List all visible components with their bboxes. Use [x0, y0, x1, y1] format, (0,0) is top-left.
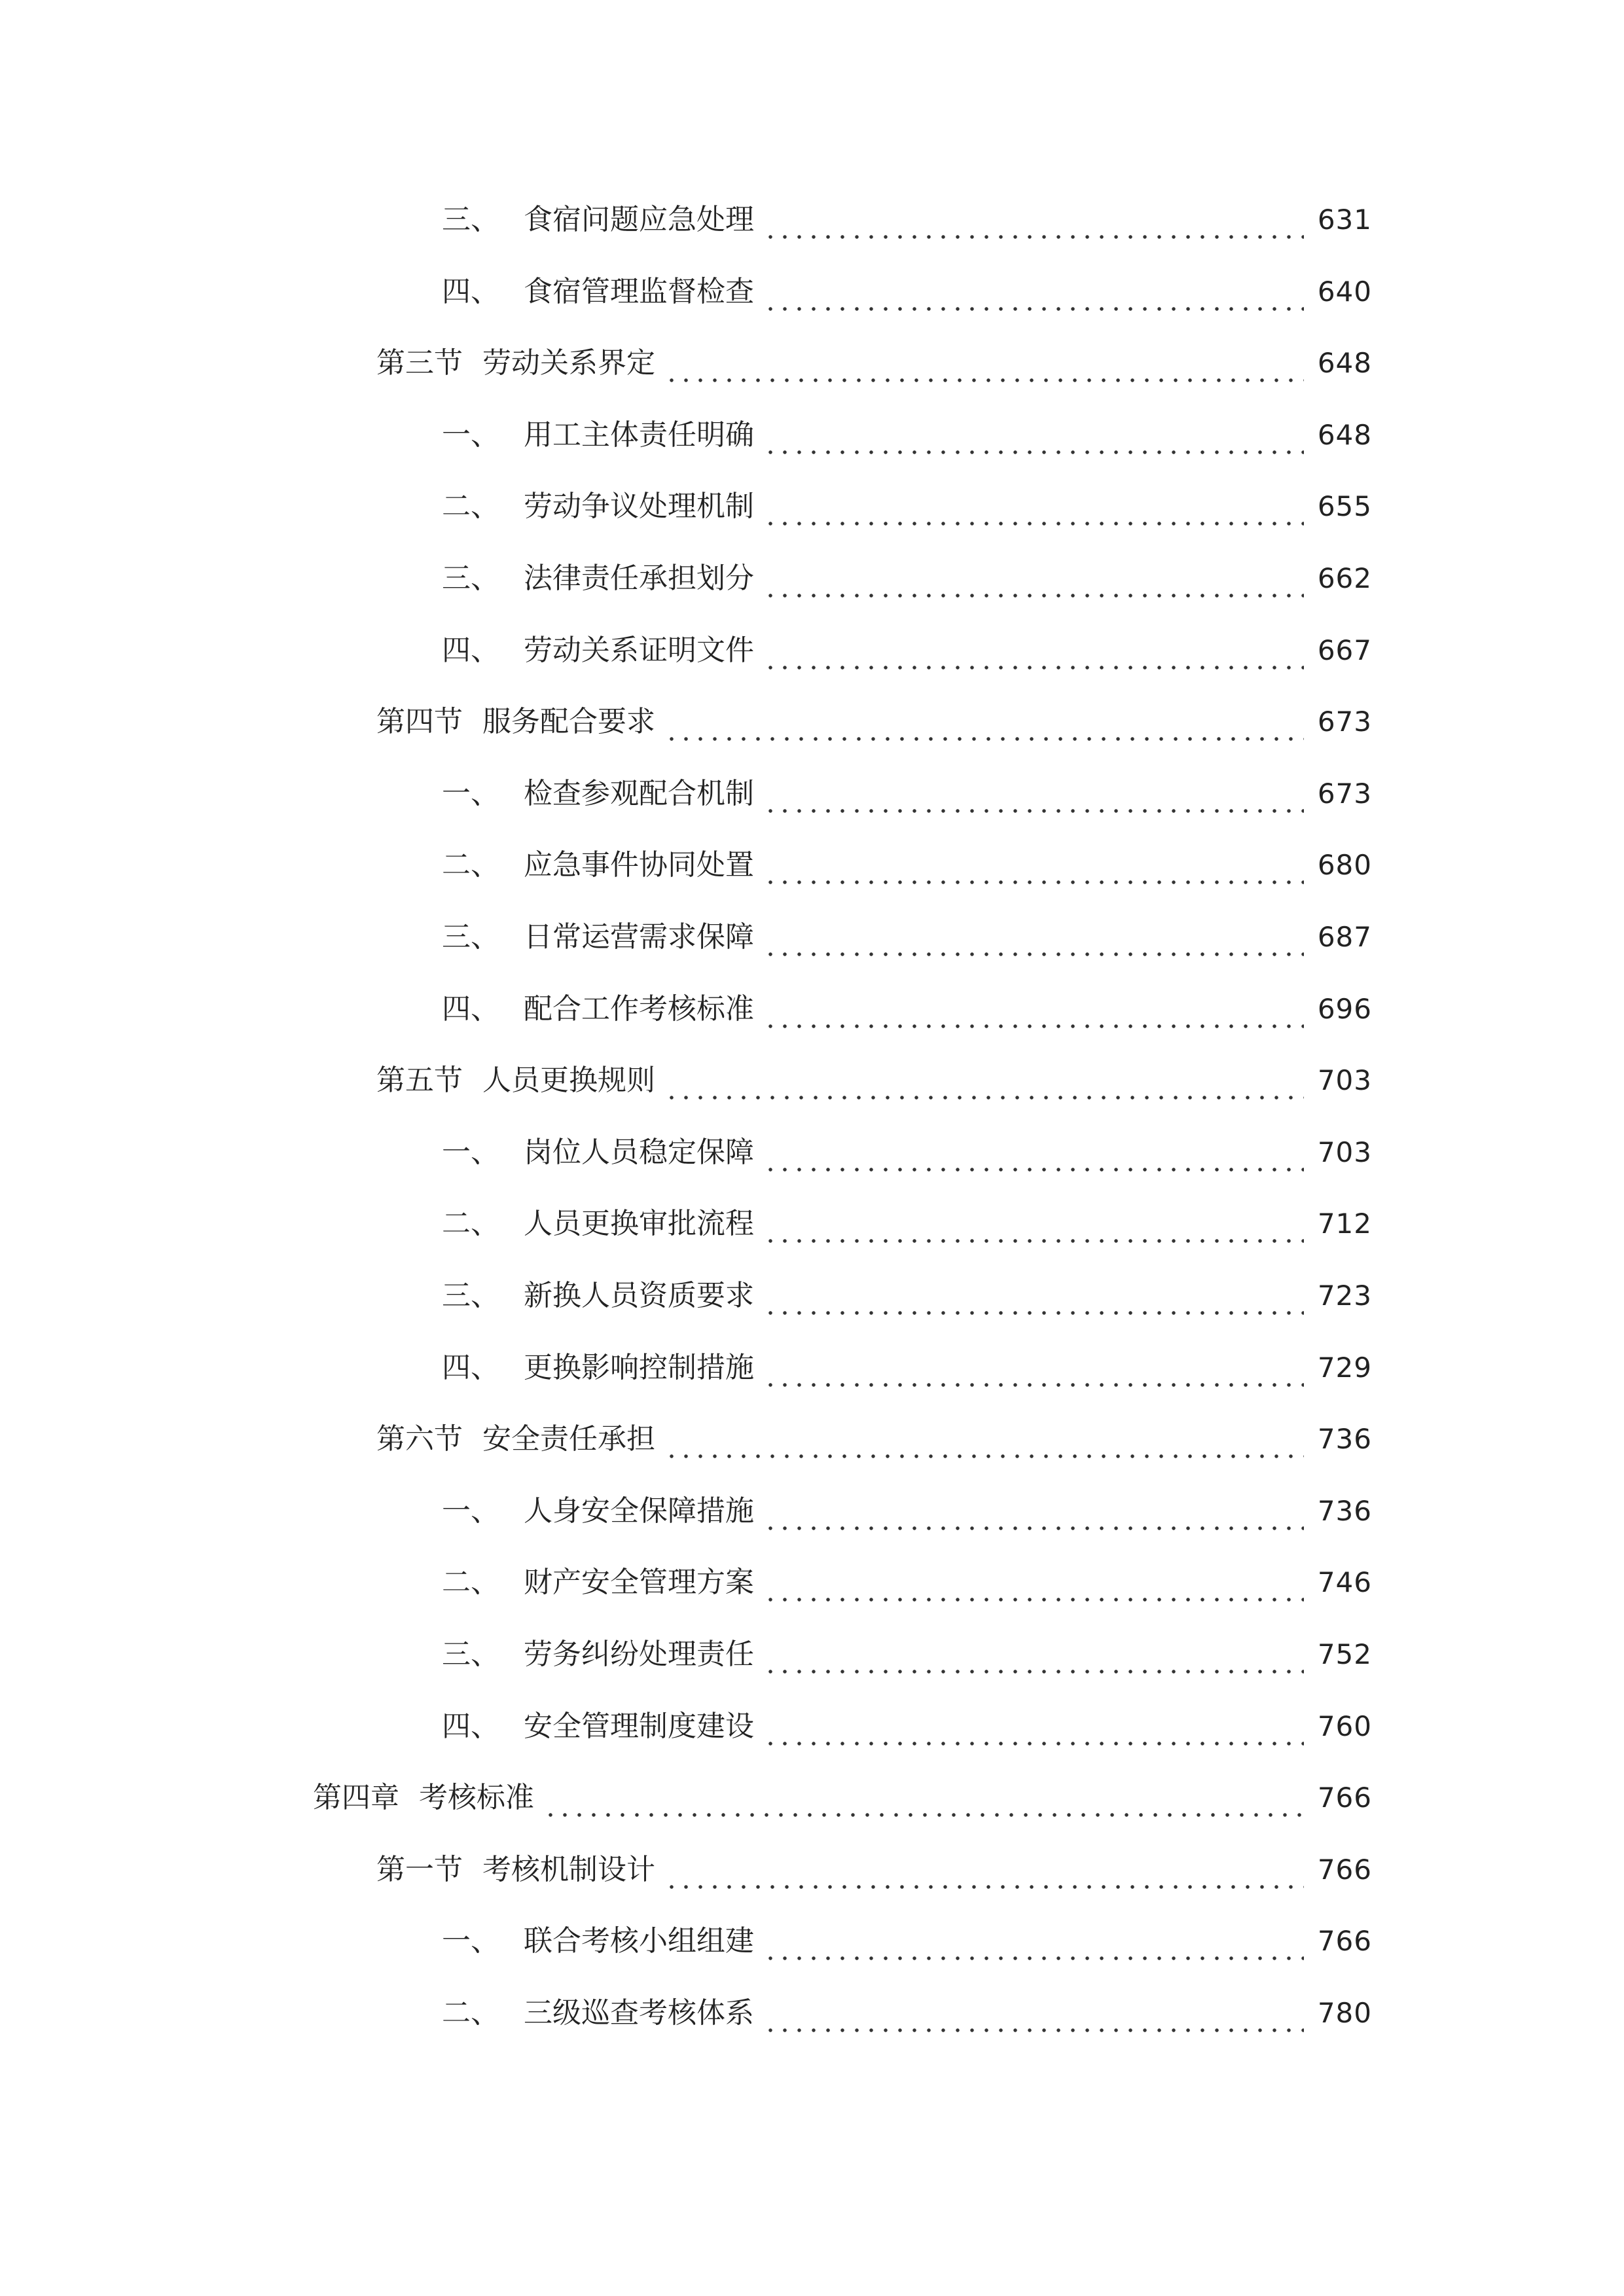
dot-leader	[763, 1198, 1304, 1250]
toc-entry-page-number: 736	[1317, 1423, 1372, 1456]
toc-entry-line	[442, 768, 1372, 820]
toc-entry-page-number: 680	[1317, 849, 1372, 882]
dot-leader	[763, 983, 1304, 1035]
toc-entry-line	[376, 1413, 1372, 1465]
toc-entry-page-number: 648	[1317, 418, 1372, 451]
toc-entry-item[interactable]	[0, 1198, 1624, 1250]
toc-entry-title: 考核标准	[419, 1781, 534, 1815]
toc-entry-title: 人员更换规则	[482, 1064, 655, 1098]
toc-entry-title: 食宿管理监督检查	[524, 274, 754, 308]
toc-entry-line	[442, 409, 1372, 461]
toc-entry-page-number: 729	[1317, 1351, 1372, 1384]
toc-entry-item[interactable]	[0, 194, 1624, 246]
dot-leader	[763, 1987, 1304, 2039]
toc-entry-number: 三、	[442, 203, 499, 236]
toc-entry-page-number: 648	[1317, 347, 1372, 380]
toc-entry-number: 二、	[442, 490, 499, 524]
toc-entry-number: 第四章	[313, 1781, 399, 1815]
toc-entry-section[interactable]	[0, 1844, 1624, 1896]
dot-leader	[763, 1126, 1304, 1179]
toc-entry-item[interactable]	[0, 1342, 1624, 1394]
toc-entry-number: 一、	[442, 418, 499, 452]
toc-entry-line	[442, 1485, 1372, 1537]
toc-entry-line	[442, 1126, 1372, 1179]
toc-entry-title: 食宿问题应急处理	[524, 203, 754, 236]
toc-entry-line	[442, 1198, 1372, 1250]
dot-leader	[763, 1342, 1304, 1394]
toc-entry-title: 劳务纠纷处理责任	[524, 1638, 754, 1671]
toc-entry-title: 劳动关系证明文件	[524, 633, 754, 667]
toc-entry-number: 三、	[442, 562, 499, 595]
toc-entry-item[interactable]	[0, 480, 1624, 533]
toc-entry-line	[376, 1844, 1372, 1896]
toc-entry-page-number: 766	[1317, 1782, 1372, 1814]
toc-entry-title: 安全管理制度建设	[524, 1709, 754, 1743]
toc-entry-title: 岗位人员稳定保障	[524, 1135, 754, 1169]
dot-leader	[664, 1844, 1304, 1896]
toc-entry-number: 一、	[442, 1494, 499, 1528]
toc-entry-title: 用工主体责任明确	[524, 418, 754, 452]
toc-entry-number: 二、	[442, 1996, 499, 2030]
dot-leader	[763, 1915, 1304, 1967]
toc-entry-page-number: 696	[1317, 992, 1372, 1025]
toc-entry-item[interactable]	[0, 1270, 1624, 1322]
toc-entry-line	[442, 1556, 1372, 1609]
toc-entry-number: 第六节	[376, 1422, 463, 1456]
toc-entry-number: 三、	[442, 1638, 499, 1671]
toc-entry-line	[313, 1772, 1372, 1824]
toc-entry-line	[442, 624, 1372, 677]
toc-entry-line	[376, 1054, 1372, 1107]
toc-entry-chapter[interactable]	[0, 1772, 1624, 1824]
toc-entry-page-number: 752	[1317, 1638, 1372, 1670]
toc-entry-line	[442, 911, 1372, 963]
dot-leader	[664, 337, 1304, 389]
toc-entry-title: 人员更换审批流程	[524, 1207, 754, 1241]
toc-entry-item[interactable]	[0, 1915, 1624, 1967]
toc-entry-number: 第四节	[376, 705, 463, 739]
toc-entry-page-number: 760	[1317, 1710, 1372, 1742]
toc-entry-page-number: 640	[1317, 275, 1372, 308]
toc-entry-number: 四、	[442, 1350, 499, 1384]
dot-leader	[763, 1270, 1304, 1322]
toc-entry-title: 日常运营需求保障	[524, 920, 754, 954]
toc-entry-page-number: 631	[1317, 204, 1372, 236]
toc-entry-line	[442, 839, 1372, 891]
toc-entry-title: 服务配合要求	[482, 705, 655, 739]
toc-entry-page-number: 703	[1317, 1064, 1372, 1097]
toc-entry-number: 四、	[442, 1709, 499, 1743]
toc-entry-section[interactable]	[0, 337, 1624, 389]
toc-entry-title: 人身安全保障措施	[524, 1494, 754, 1528]
toc-entry-line	[442, 194, 1372, 246]
toc-entry-item[interactable]	[0, 1628, 1624, 1681]
toc-entry-page-number: 655	[1317, 490, 1372, 523]
toc-entry-item[interactable]	[0, 552, 1624, 605]
toc-entry-title: 检查参观配合机制	[524, 776, 754, 810]
toc-entry-number: 三、	[442, 920, 499, 954]
toc-entry-title: 法律责任承担划分	[524, 562, 754, 595]
toc-entry-title: 新换人员资质要求	[524, 1279, 754, 1312]
toc-entry-line	[442, 1915, 1372, 1967]
toc-entry-number: 三、	[442, 1279, 499, 1312]
toc-entry-title: 考核机制设计	[482, 1852, 655, 1886]
toc-entry-item[interactable]	[0, 839, 1624, 891]
toc-entry-page-number: 766	[1317, 1853, 1372, 1886]
toc-entry-number: 四、	[442, 992, 499, 1026]
toc-entry-item[interactable]	[0, 1556, 1624, 1609]
toc-entry-line	[442, 552, 1372, 605]
toc-entry-section[interactable]	[0, 1413, 1624, 1465]
toc-entry-page-number: 766	[1317, 1925, 1372, 1958]
toc-entry-number: 一、	[442, 1924, 499, 1958]
toc-entry-line	[376, 337, 1372, 389]
toc-entry-line	[442, 1628, 1372, 1681]
toc-entry-title: 劳动关系界定	[482, 346, 655, 380]
dot-leader	[763, 624, 1304, 677]
toc-entry-number: 第五节	[376, 1064, 463, 1098]
toc-entry-page-number: 723	[1317, 1280, 1372, 1312]
toc-entry-number: 第一节	[376, 1852, 463, 1886]
toc-entry-item[interactable]	[0, 983, 1624, 1035]
toc-entry-title: 应急事件协同处置	[524, 848, 754, 882]
toc-entry-page-number: 687	[1317, 921, 1372, 953]
dot-leader	[763, 1628, 1304, 1681]
toc-entry-line	[442, 266, 1372, 318]
toc-entry-item[interactable]	[0, 1485, 1624, 1537]
toc-entry-page-number: 736	[1317, 1494, 1372, 1527]
toc-entry-title: 更换影响控制措施	[524, 1350, 754, 1384]
dot-leader	[543, 1772, 1304, 1824]
toc-entry-section[interactable]	[0, 696, 1624, 748]
toc-entry-page-number: 780	[1317, 1997, 1372, 2029]
dot-leader	[664, 1413, 1304, 1465]
toc-entry-number: 二、	[442, 1566, 499, 1600]
toc-entry-item[interactable]	[0, 1126, 1624, 1179]
dot-leader	[763, 768, 1304, 820]
dot-leader	[664, 696, 1304, 748]
toc-entry-item[interactable]	[0, 409, 1624, 461]
dot-leader	[763, 480, 1304, 533]
toc-entry-line	[442, 983, 1372, 1035]
toc-entry-page-number: 662	[1317, 562, 1372, 594]
toc-entry-number: 四、	[442, 274, 499, 308]
toc-entry-item[interactable]	[0, 911, 1624, 963]
toc-entry-line	[442, 1342, 1372, 1394]
dot-leader	[763, 552, 1304, 605]
toc-entry-number: 二、	[442, 1207, 499, 1241]
toc-entry-line	[442, 1270, 1372, 1322]
dot-leader	[664, 1054, 1304, 1107]
toc-entry-item[interactable]	[0, 624, 1624, 677]
dot-leader	[763, 911, 1304, 963]
toc-entry-page-number: 703	[1317, 1136, 1372, 1168]
toc-entry-page-number: 667	[1317, 634, 1372, 666]
toc-entry-item[interactable]	[0, 768, 1624, 820]
toc-entry-number: 一、	[442, 1135, 499, 1169]
toc-entry-line	[442, 1987, 1372, 2039]
toc-entry-number: 第三节	[376, 346, 463, 380]
toc-entry-number: 二、	[442, 848, 499, 882]
toc-entry-title: 财产安全管理方案	[524, 1566, 754, 1600]
dot-leader	[763, 839, 1304, 891]
toc-entry-line	[376, 696, 1372, 748]
toc-entry-line	[442, 480, 1372, 533]
toc-entry-number: 四、	[442, 633, 499, 667]
toc-entry-page-number: 712	[1317, 1208, 1372, 1240]
toc-entry-title: 劳动争议处理机制	[524, 490, 754, 524]
dot-leader	[763, 1556, 1304, 1609]
dot-leader	[763, 409, 1304, 461]
toc-entry-page-number: 746	[1317, 1566, 1372, 1599]
toc-entry-section[interactable]	[0, 1054, 1624, 1107]
toc-entry-title: 安全责任承担	[482, 1422, 655, 1456]
toc-entry-number: 一、	[442, 776, 499, 810]
toc-entry-item[interactable]	[0, 1700, 1624, 1753]
dot-leader	[763, 1700, 1304, 1753]
dot-leader	[763, 1485, 1304, 1537]
dot-leader	[763, 266, 1304, 318]
toc-entry-title: 配合工作考核标准	[524, 992, 754, 1026]
dot-leader	[763, 194, 1304, 246]
toc-entry-title: 三级巡查考核体系	[524, 1996, 754, 2030]
toc-entry-page-number: 673	[1317, 777, 1372, 810]
toc-entry-item[interactable]	[0, 266, 1624, 318]
toc-entry-title: 联合考核小组组建	[524, 1924, 754, 1958]
toc-entry-page-number: 673	[1317, 706, 1372, 738]
toc-entry-item[interactable]	[0, 1987, 1624, 2039]
toc-entry-line	[442, 1700, 1372, 1753]
